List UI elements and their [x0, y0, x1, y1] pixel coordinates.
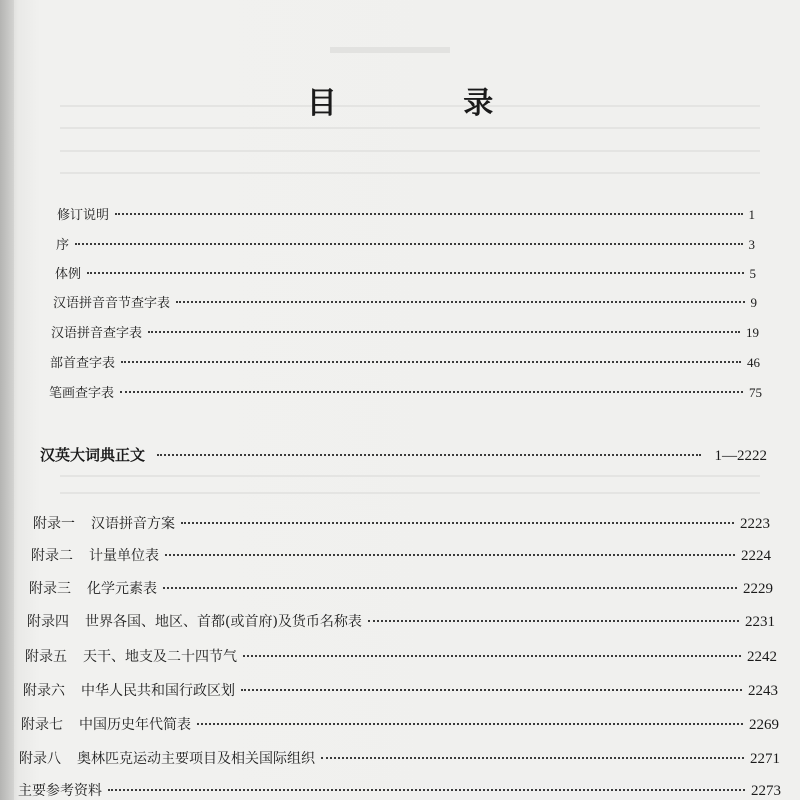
toc-entry-label: 计量单位表	[89, 548, 159, 564]
appendix-number: 附录二	[31, 548, 73, 564]
leader-dots	[148, 331, 740, 333]
leader-dots	[121, 361, 741, 363]
toc-entry-page: 5	[749, 266, 756, 281]
toc-entry-label: 体例	[55, 267, 82, 282]
toc-entry-label: 序	[56, 238, 70, 253]
toc-appendix-entry	[27, 611, 775, 631]
page-title: 目 录	[306, 86, 552, 121]
appendix-number: 附录三	[29, 581, 71, 597]
toc-entry-page: 2223	[740, 516, 770, 532]
toc-entry-label: 汉语拼音查字表	[51, 326, 143, 341]
faint-running-header	[330, 47, 450, 53]
leader-dots	[176, 301, 744, 303]
toc-entry-label: 修订说明	[57, 208, 110, 223]
leader-dots	[120, 391, 743, 393]
toc-entry-label: 部首查字表	[50, 356, 116, 371]
show-through-line	[60, 127, 760, 129]
appendix-number: 附录一	[33, 516, 75, 532]
toc-entry-label: 中国历史年代简表	[79, 717, 191, 733]
toc-entry-page: 2242	[747, 649, 777, 665]
toc-entry	[55, 263, 756, 282]
leader-dots	[87, 272, 743, 274]
toc-entry-page: 1—2222	[714, 448, 767, 464]
toc-entry-label: 奥林匹克运动主要项目及相关国际组织	[77, 751, 315, 767]
toc-entry-label: 主要参考资料	[18, 783, 102, 799]
show-through-line	[60, 492, 760, 494]
toc-entry-page: 2273	[751, 783, 781, 799]
toc-entry	[50, 352, 760, 371]
leader-dots	[108, 789, 745, 791]
toc-entry-page: 2229	[743, 581, 773, 597]
appendix-number: 附录四	[27, 614, 69, 630]
toc-entry-page: 75	[749, 385, 762, 400]
toc-entry	[53, 292, 757, 311]
show-through-line	[60, 172, 760, 174]
toc-entry-page: 46	[747, 355, 760, 370]
toc-entry	[18, 780, 781, 800]
toc-entry-label: 世界各国、地区、首都(或首府)及货币名称表	[85, 614, 362, 630]
toc-entry-label: 天干、地支及二十四节气	[83, 649, 237, 665]
toc-entry-label: 中华人民共和国行政区划	[81, 683, 235, 699]
toc-entry-label: 汉语拼音音节查字表	[53, 296, 171, 311]
toc-entry-page: 2231	[745, 614, 775, 630]
leader-dots	[197, 723, 743, 725]
toc-entry-page: 19	[746, 325, 759, 340]
appendix-number: 附录七	[21, 717, 63, 733]
toc-entry-page: 2243	[748, 683, 778, 699]
toc-entry	[56, 234, 755, 253]
leader-dots	[243, 655, 741, 657]
toc-entry-label: 汉语拼音方案	[91, 516, 175, 532]
leader-dots	[321, 757, 744, 759]
toc-entry-label: 笔画查字表	[49, 386, 115, 401]
toc-entry-label: 汉英大词典正文	[40, 446, 146, 464]
toc-appendix-entry	[25, 646, 777, 666]
toc-appendix-entry	[23, 680, 778, 700]
leader-dots	[115, 213, 742, 215]
show-through-line	[60, 150, 760, 152]
toc-entry-page: 2269	[749, 717, 779, 733]
appendix-number: 附录六	[23, 683, 65, 699]
toc-entry	[57, 204, 755, 223]
toc-entry-page: 2224	[741, 548, 771, 564]
leader-dots	[75, 243, 742, 245]
appendix-number: 附录八	[19, 751, 61, 767]
toc-appendix-entry	[33, 513, 770, 533]
toc-entry-page: 3	[748, 237, 755, 252]
show-through-line	[60, 475, 760, 477]
toc-appendix-entry	[21, 714, 779, 734]
toc-main-entry	[40, 444, 767, 465]
toc-entry	[49, 382, 762, 401]
toc-entry-page: 9	[750, 295, 757, 310]
toc-appendix-entry	[19, 748, 780, 768]
leader-dots	[181, 522, 734, 524]
leader-dots	[165, 554, 735, 556]
toc-appendix-entry	[31, 545, 771, 565]
leader-dots	[163, 587, 737, 589]
leader-dots	[368, 620, 739, 622]
toc-entry-label: 化学元素表	[87, 581, 157, 597]
appendix-number: 附录五	[25, 649, 67, 665]
toc-entry-page: 2271	[750, 751, 780, 767]
leader-dots	[241, 689, 742, 691]
toc-entry	[51, 322, 759, 341]
toc-entry-page: 1	[748, 207, 755, 222]
leader-dots	[157, 454, 700, 456]
toc-appendix-entry	[29, 578, 773, 598]
